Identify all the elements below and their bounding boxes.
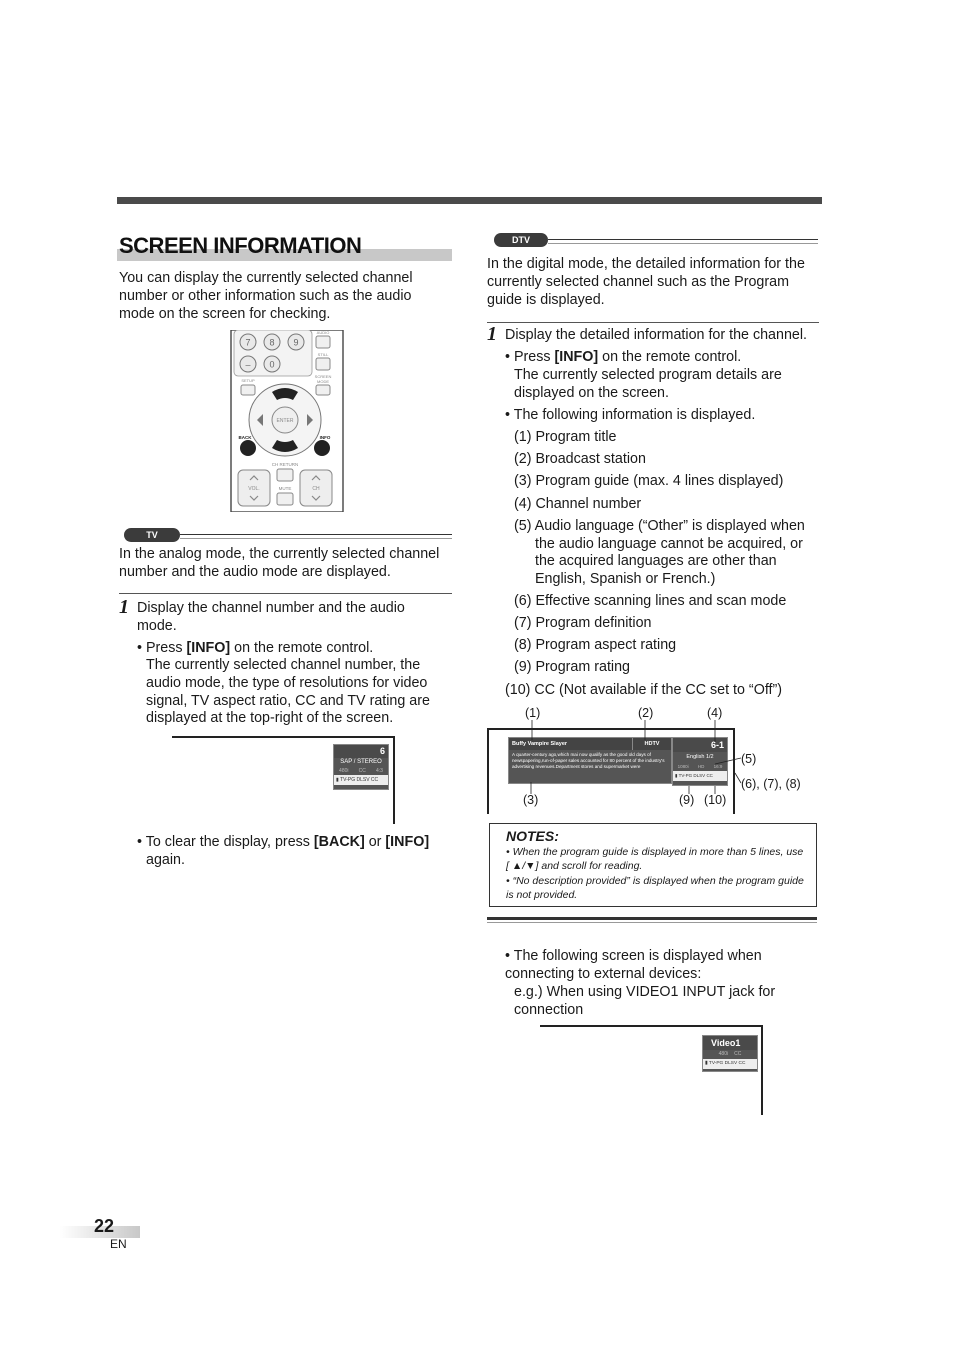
info-key-ref: [INFO] xyxy=(186,640,231,656)
callout-5: (5) xyxy=(741,752,757,766)
mute-key xyxy=(277,493,293,505)
dtv-osd-title: Buffy Vampire Slayer xyxy=(512,741,568,747)
page-lang: EN xyxy=(110,1237,127,1251)
back-label: BACK xyxy=(238,435,252,440)
ch-label: CH xyxy=(312,486,320,492)
note-1: • When the program guide is displayed in more than 5 lines, use [ ▲/▼] and scroll for reading. xyxy=(506,846,804,872)
dtv-item-5-cont-2: the acquired languages are other than xyxy=(535,553,777,569)
dtv-osd-cc: CC xyxy=(706,773,713,778)
callout-4: (4) xyxy=(707,706,723,720)
screen-mode-label-1: SCREEN xyxy=(314,374,332,379)
dtv-badge-rule xyxy=(548,239,818,240)
dtv-item-8: (8) Program aspect rating xyxy=(514,637,677,653)
key-7-label: 7 xyxy=(245,337,251,348)
dtv-bullet-detail: The currently selected program details are displayed on the screen. xyxy=(514,367,782,401)
audio-key xyxy=(316,336,330,348)
external-osd-rating: TV-PG DLSV xyxy=(708,1061,738,1066)
dtv-description: In the digital mode, the detailed information for the currently selected channel such as the Program guide is displayed. xyxy=(487,256,805,308)
tv-osd-rating: TV-PG DLSV xyxy=(340,777,370,783)
dtv-bullet-info-list: • The following information is displayed. xyxy=(505,407,756,423)
info-label: INFO xyxy=(319,435,331,440)
info-key xyxy=(314,440,330,456)
dtv-osd-res: 1080i xyxy=(677,764,689,769)
dtv-osd-station: HDTV xyxy=(632,738,671,750)
notes-title: NOTES: xyxy=(506,828,559,844)
info-key-ref-2: [INFO] xyxy=(385,834,430,850)
notes-bottom-rule xyxy=(487,917,817,920)
back-key xyxy=(240,440,256,456)
lock-icon: ▮ xyxy=(705,1061,708,1066)
dtv-step-text: Display the detailed information for the channel. xyxy=(505,327,808,343)
tv-description: In the analog mode, the currently selected channel number and the audio mode are displayed. xyxy=(119,546,440,580)
still-label: STILL xyxy=(317,352,329,357)
tv-osd-channel: 6 xyxy=(334,745,388,758)
tv-bullet-clear: • To clear the display, press [BACK] or [INFO] xyxy=(137,834,430,850)
note-2: • “No description provided” is displayed when the program guide is not provided. xyxy=(506,875,804,901)
key-dash-label: – xyxy=(245,359,251,370)
callout-10: (10) xyxy=(704,793,727,807)
key-dash xyxy=(240,356,256,372)
callout-2: (2) xyxy=(638,706,654,720)
callout-6-7-8: (6), (7), (8) xyxy=(741,777,801,791)
tv-step-text: Display the channel number and the audio mode. xyxy=(137,600,405,634)
key-7 xyxy=(240,334,256,350)
tv-osd-cc: CC xyxy=(358,768,366,774)
external-eg: e.g.) When using VIDEO1 INPUT jack for connection xyxy=(514,984,776,1018)
top-rule xyxy=(117,197,822,204)
back-key-ref: [BACK] xyxy=(313,834,365,850)
dtv-item-4: (4) Channel number xyxy=(514,496,642,512)
external-osd-cc: CC xyxy=(734,1051,742,1057)
dtv-osd-rating: TV-PG DLSV xyxy=(678,773,706,778)
key-0 xyxy=(264,356,280,372)
dtv-item-9: (9) Program rating xyxy=(514,659,631,675)
dtv-item-6: (6) Effective scanning lines and scan mode xyxy=(514,593,787,609)
tv-rule xyxy=(119,593,452,594)
tv-osd-aspect: 4:3 xyxy=(375,768,383,774)
tv-osd-icons xyxy=(334,767,388,775)
key-8-label: 8 xyxy=(269,337,275,348)
screen-mode-key xyxy=(316,385,330,395)
section-title xyxy=(117,233,452,261)
ch-return-label: CH RETURN xyxy=(271,462,299,467)
tv-bullet-clear-end: again. xyxy=(146,852,185,868)
dtv-item-10: (10) CC (Not available if the CC set to “Off”) xyxy=(505,682,783,698)
tv-step-number: 1 xyxy=(119,596,129,618)
external-text: • The following screen is displayed when connecting to external devices: xyxy=(505,948,762,982)
page-number: 22 xyxy=(94,1216,115,1236)
external-osd-title: Video1 xyxy=(703,1036,757,1050)
dtv-badge: DTV xyxy=(494,233,548,247)
dtv-item-5-cont-3: English, Spanish or French.) xyxy=(535,571,716,587)
still-key xyxy=(316,358,330,370)
lock-icon: ▮ xyxy=(336,777,339,783)
tv-osd-cc2: CC xyxy=(370,777,379,783)
tv-osd-rating-row xyxy=(334,775,388,785)
dtv-osd-language: English 1/2 xyxy=(686,754,714,760)
dtv-item-7: (7) Program definition xyxy=(514,615,652,631)
dtv-item-3: (3) Program guide (max. 4 lines displayed) xyxy=(514,473,784,489)
callout-9: (9) xyxy=(679,793,695,807)
enter-label: ENTER xyxy=(276,418,294,424)
dtv-item-2: (2) Broadcast station xyxy=(514,451,646,467)
tv-bullet-detail: The currently selected channel number, the audio mode, the type of resolutions for video signal, TV aspect ratio, CC and TV rating are displayed at the top-right of the screen. xyxy=(146,657,430,727)
callout-1: (1) xyxy=(525,706,541,720)
tv-osd-res: 480i xyxy=(339,768,349,774)
dtv-osd-aspect: 16:9 xyxy=(713,764,723,769)
dtv-item-5-cont-1: the audio language cannot be acquired, or xyxy=(535,536,803,552)
setup-key xyxy=(241,385,255,395)
dtv-step-number: 1 xyxy=(487,323,497,345)
tv-bullet-press-info: • Press [INFO] on the remote control. xyxy=(137,640,374,656)
ch-return-key xyxy=(277,469,293,481)
dtv-rule xyxy=(487,322,819,323)
notes-box xyxy=(489,823,817,907)
tv-osd-audio: SAP / STEREO xyxy=(340,759,382,765)
external-osd-cc2: CC xyxy=(738,1061,746,1066)
dtv-item-5: (5) Audio language (“Other” is displayed when xyxy=(514,518,805,534)
screen-mode-label-2: MODE xyxy=(317,379,329,384)
key-8 xyxy=(264,334,280,350)
tv-badge: TV xyxy=(124,528,180,542)
tv-badge-rule xyxy=(180,534,452,535)
dtv-osd-channel: 6-1 xyxy=(673,738,727,752)
tv-osd-panel xyxy=(333,744,389,790)
setup-label: SETUP xyxy=(241,378,255,383)
key-9 xyxy=(288,334,304,350)
key-0-label: 0 xyxy=(269,359,275,370)
intro-text: You can display the currently selected channel number or other information such as the audio mode on the screen for checking. xyxy=(119,270,413,322)
callout-leaders xyxy=(505,718,745,798)
external-osd-panel xyxy=(702,1035,758,1072)
dtv-osd-guide: A quarter-century ago,which mai now qualify as the good old days of newspapering,run-of-paper sales accounted for 80 percent of the industry's advertising revenues.Department stores and supermarket were xyxy=(512,752,665,769)
dtv-item-1: (1) Program title xyxy=(514,429,617,445)
section-title-text: SCREEN INFORMATION xyxy=(119,233,362,258)
key-9-label: 9 xyxy=(293,337,299,348)
audio-label: AUDIO xyxy=(316,330,330,335)
mute-label: MUTE xyxy=(278,486,292,491)
dtv-osd-def: HD xyxy=(697,764,705,769)
external-osd-res: 480i xyxy=(718,1051,729,1057)
callout-3: (3) xyxy=(523,793,539,807)
remote-control-illustration xyxy=(230,330,344,512)
dtv-info-key-ref: [INFO] xyxy=(554,349,599,365)
dtv-bullet-press-info: • Press [INFO] on the remote control. xyxy=(505,349,742,365)
vol-label: VOL. xyxy=(248,486,260,492)
lock-icon: ▮ xyxy=(675,773,678,778)
